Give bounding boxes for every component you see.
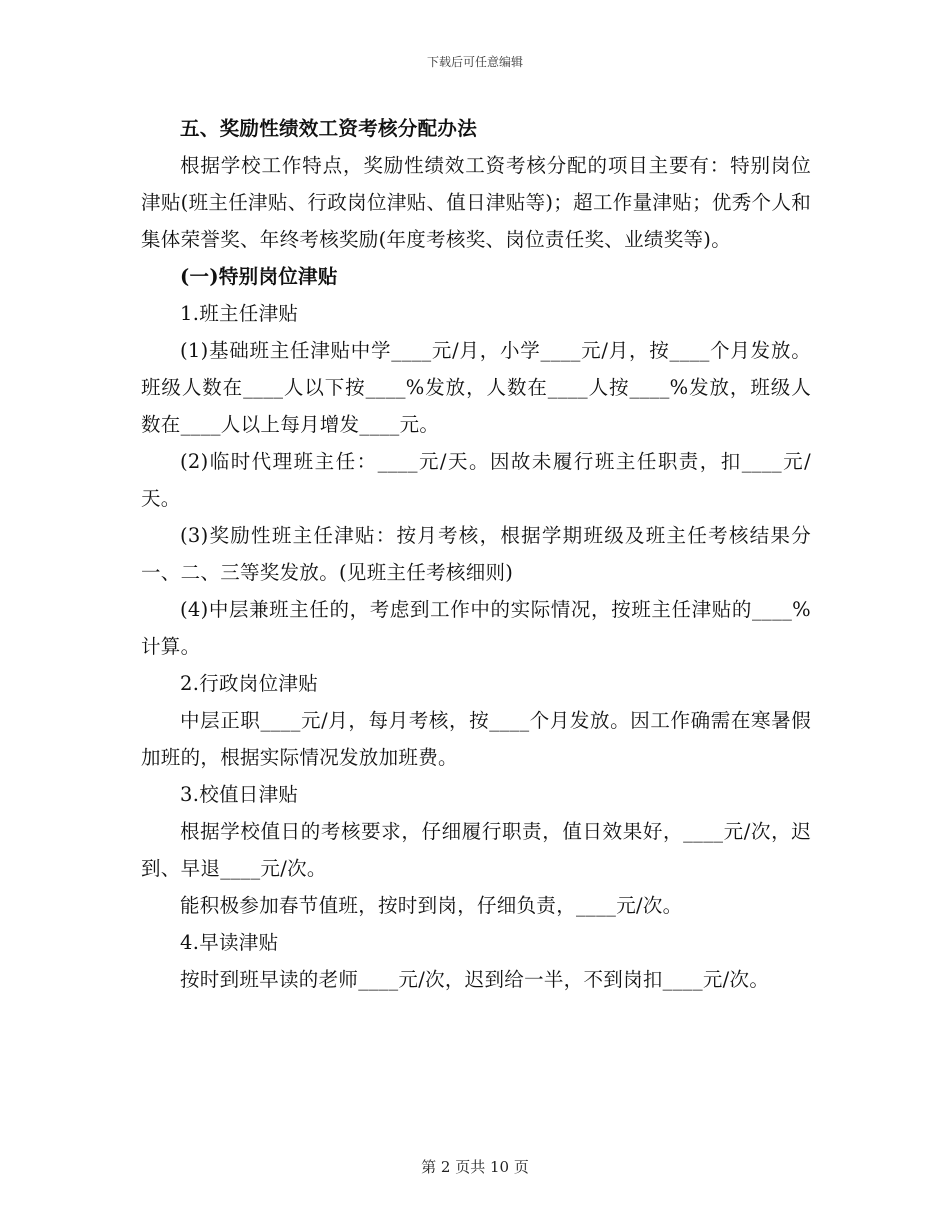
page-footer: 第 2 页共 10 页 xyxy=(421,1158,529,1176)
paragraph: 能积极参加春节值班，按时到岗，仔细负责，____元/次。 xyxy=(180,894,683,917)
paragraph: (1)基础班主任津贴中学____元/月，小学____元/月，按____个月发放。班级人数在____人以下按____%发放，人数在____人按____%发放，班级人数在____人以上每月增发____元。 xyxy=(141,339,811,436)
paragraph: (2)临时代理班主任：____元/天。因故未履行班主任职责，扣____元/天。 xyxy=(141,450,811,510)
section-heading: 五、奖励性绩效工资考核分配办法 xyxy=(180,117,478,140)
paragraph: 根据学校值日的考核要求，仔细履行职责，值日效果好，____元/次，迟到、早退____元/次。 xyxy=(141,820,811,880)
paragraph: 根据学校工作特点，奖励性绩效工资考核分配的项目主要有：特别岗位津贴(班主任津贴、行政岗位津贴、值日津贴等)；超工作量津贴；优秀个人和集体荣誉奖、年终考核奖励(年度考核奖、岗位责任奖、业绩奖等)。 xyxy=(141,154,811,251)
item-heading: 1.班主任津贴 xyxy=(180,302,299,325)
document-body xyxy=(141,110,811,998)
subsection-heading: (一)特别岗位津贴 xyxy=(180,265,338,288)
item-heading: 2.行政岗位津贴 xyxy=(180,672,319,695)
item-heading: 3.校值日津贴 xyxy=(180,783,299,806)
paragraph: (3)奖励性班主任津贴：按月考核，根据学期班级及班主任考核结果分一、二、三等奖发放。(见班主任考核细则) xyxy=(141,524,811,584)
page-header: 下载后可任意编辑 xyxy=(426,55,523,69)
item-heading: 4.早读津贴 xyxy=(180,931,279,954)
paragraph: 中层正职____元/月，每月考核，按____个月发放。因工作确需在寒暑假加班的，根据实际情况发放加班费。 xyxy=(141,709,811,769)
paragraph: 按时到班早读的老师____元/次，迟到给一半，不到岗扣____元/次。 xyxy=(180,968,770,991)
paragraph: (4)中层兼班主任的，考虑到工作中的实际情况，按班主任津贴的____%计算。 xyxy=(141,598,811,658)
